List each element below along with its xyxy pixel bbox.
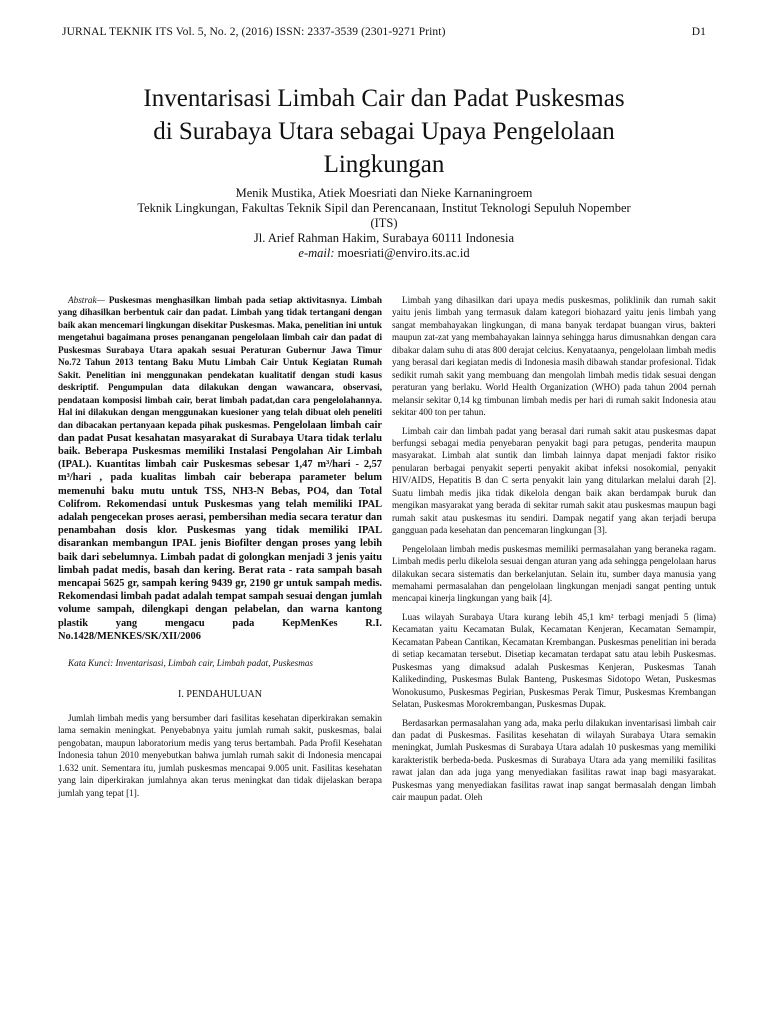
email-line: [40, 246, 728, 261]
running-header: [62, 26, 706, 38]
title-line-1: Inventarisasi Limbah Cair dan Padat Puskesmas: [143, 85, 625, 112]
title-line-2: di Surabaya Utara sebagai Upaya Pengelolaan: [153, 118, 615, 145]
page-number: D1: [691, 26, 706, 38]
intro-paragraph-1: Jumlah limbah medis yang bersumber dari fasilitas kesehatan diperkirakan semakin lama semakin meningkat. Penyebabnya yaitu jumlah rumah sakit, puskesmas, balai pengobatan, maupun laboratorium medis yang terus bertambah. Pada Profil Kesehatan Indonesia tahun 2010 menyebutkan bahwa jumlah rumah sakit di Indonesia mencapai 1.632 unit. Sementara itu, jumlah puskesmas mencapai 9.005 unit. Fasilitas kesehatan yang lain diperkirakan jumlahnya akan terus meningkat dan tidak dijelaskan berapa jumlah yang tepat [1].: [58, 712, 382, 798]
email-label: e-mail:: [298, 246, 335, 260]
address: Jl. Arief Rahman Hakim, Surabaya 60111 Indonesia: [253, 231, 515, 245]
left-column: [58, 294, 382, 799]
right-paragraph-4: Luas wilayah Surabaya Utara kurang lebih 45,1 km² terbagi menjadi 5 (lima) Kecamatan yaitu Kecamatan Bulak, Kecamatan Kenjeran, Kecamatan Semampir, Kecamatan Pabean Cantikan, Kecamatan Krembangan. Puskesmas penelitian ini berada di setiap kecamatan tersebut. Disetiap kecamatan terdapat satu atau lebih Puskesmas. Puskesmas yang dimaksud adalah Puskesmas Kenjeran, Puskesmas Tanah Kalikedinding, Puskesmas Bulak Banteng, Puskesmas Sidotopo Wetan, Puskesmas Wonokusumo, Puskesmas Pegirian, Puskesmas Perak Timur, Puskesmas Krembangan Selatan, Puskesmas Morokrembangan, Puskesmas Dupak.: [392, 611, 716, 710]
right-column: [392, 294, 716, 810]
author-block: [40, 186, 728, 261]
abstract-label: Abstrak—: [68, 295, 105, 305]
right-paragraph-3: Pengelolaan limbah medis puskesmas memiliki permasalahan yang beraneka ragam. Limbah medis perlu dikelola sesuai dengan aturan yang ada sehingga pengelolaan harus dilakukan secara sistematis dan berkelanjutan. Selain itu, sumber daya manusia yang memahami permasalahan dan pengelolaan lingkungan menjadi sangat penting untuk mencapai kinerja lingkungan yang baik [4].: [392, 543, 716, 604]
right-paragraph-1: Limbah yang dihasilkan dari upaya medis puskesmas, poliklinik dan rumah sakit yaitu jenis limbah yang termasuk dalam kategori biohazard yaitu jenis limbah yang sangat membahayakan lingkungan, di mana banyak terdapat buangan virus, bakteri maupun zat-zat yang membahayakan lainnya sehingga harus dimusnahkan dengan cara dibakar dalam suhu di atas 800 derajat celcius. Kenyataanya, pengelolaan limbah medis yang berasal dari kegiatan medis di Indonesia masih dibawah standar profesional. Tidak sedikit rumah sakit yang membuang dan mengolah limbah medis tidak sesuai dengan peraturan yang berlaku. World Health Organization (WHO) pada tahun 2004 pernah melansir sekitar 0,14 kg timbunan limbah medis per hari di rumah sakit Indonesia atau sekitar 400 ton per tahun.: [392, 295, 716, 418]
email-address[interactable]: moesriati@enviro.its.ac.id: [337, 246, 470, 260]
title-line-3: Lingkungan: [323, 151, 445, 178]
right-paragraph-2: Limbah cair dan limbah padat yang berasal dari rumah sakit atau puskesmas dapat berfungsi sebagai media penyebaran penyakit bagi para petugas, penderita maupun masyarakat. Limbah alat suntik dan limbah lainnya dapat menjadi faktor risiko penularan berbagai penyakit seperti penyakit akibat infeksi nosokomial, penyakit HIV/AIDS, Hepatitis B dan C serta penyakit lain yang ditularkan melalui darah [2]. Suatu limbah medis jika tidak dikelola dengan baik akan berdampak buruk dan mengikan masyarakat yang berada di sekitar rumah sakit atau puskesmas maupun bagi rumah sakit atau puskesmas itu sendiri. Dampak negatif yang akan terjadi berupa gangguan pada kesehatan dan pencemaran lingkungan [3].: [392, 425, 716, 536]
abstract-body-large: Pengelolaan limbah cair dan padat Pusat kesahatan masyarakat di Surabaya Utara tidak terlalu baik. Beberapa Puskesmas memiliki Instalasi Pengolahan Air Limbah (IPAL). Kuantitas limbah cair Puskesmas sebesar 1,47 m³/hari - 2,57 m³/hari , pada kualitas limbah cair beberapa parameter belum memenuhi baku mutu untuk TSS, NH3-N Bebas, PO4, dan Total Colifrom. Rekomendasi untuk Puskesmas yang telah memiliki IPAL adalah pengecekan proses aerasi, pembersihan media secara teratur dan penambahan dosis klor. Puskesmas yang tidak memiliki IPAL disarankan membangun IPAL jenis Biofilter dengan proses yang lebih baik dari sebelumnya. Limbah padat di golongkan menjadi 3 jenis yaitu limbah padat medis, basah dan kering. Berat rata - rata sampah basah mencapai 5625 gr, sampah kering 9439 gr, 2190 gr untuk sampah medis. Rekomendasi limbah padat adalah tempat sampah sesuai dengan jumlah volume sampah, dilengkapi dengan pelabelan, dan warna kantong plastik yang mengacu pada KepMenKes R.I. No.1428/MENKES/SK/XII/2006: [58, 419, 382, 642]
paper-title: [40, 82, 728, 181]
affiliation-line-1: Teknik Lingkungan, Fakultas Teknik Sipil dan Perencanaan, Institut Teknologi Sepuluh Nopember: [137, 201, 631, 215]
abstract: [58, 294, 382, 643]
keywords: Kata Kunci: Inventarisasi, Limbah cair, Limbah padat, Puskesmas: [68, 657, 313, 668]
section-heading-introduction: I. PENDAHULUAN: [178, 689, 262, 701]
abstract-small-text: [58, 294, 382, 643]
affiliation-line-2: (ITS): [370, 216, 398, 230]
author-names: Menik Mustika, Atiek Moesriati dan Nieke Karnaningroem: [235, 186, 533, 200]
journal-citation: JURNAL TEKNIK ITS Vol. 5, No. 2, (2016) ISSN: 2337-3539 (2301-9271 Print): [62, 26, 446, 38]
right-paragraph-5: Berdasarkan permasalahan yang ada, maka perlu dilakukan inventarisasi limbah cair dan padat di Puskesmas. Fasilitas kesehatan di wilayah Surabaya Utara semakin meningkat, Jumlah Puskesmas di Surabaya Utara adalah 10 puskesmas yang memiliki karakteristik berbeda-beda. Puskesmas di Surabaya Utara ada yang memiliki fasilitas rawat jalan dan ada juga yang menyediakan fasilitas rawat inap bagi masyarakat. Puskesmas yang menyediakan fasilitas rawat inap sangat bermasalah dengan limbah cair maupun padat. Oleh: [392, 717, 716, 803]
abstract-body-small: Puskesmas menghasilkan limbah pada setiap aktivitasnya. Limbah yang dihasilkan berbentuk cair dan padat. Limbah yang tidak tertangani dengan baik akan mencemari lingkungan disekitar Puskesmas. Maka, penelitian ini untuk mengetahui bagaimana proses penanganan pengelolaan limbah cair dan padat di Puskesmas Surabaya Utara apakah sesuai Peraturan Gubernur Jawa Timur No.72 Tahun 2013 tentang Baku Mutu Limbah Cair Untuk Kegiatan Rumah Sakit. Penelitian ini menggunakan pendekatan kualitatif dengan studi kasus deskriptif. Pengumpulan data dilakukan dengan wawancara, observasi, pendataan komposisi limbah cair, berat limbah padat,dan cara pengelolahannya. Hal ini dilakukan dengan menggunakan kuesioner yang telah dibuat oleh peneliti dan dibacakan pertanyaan kepada pihak puskesmas.: [58, 295, 382, 430]
